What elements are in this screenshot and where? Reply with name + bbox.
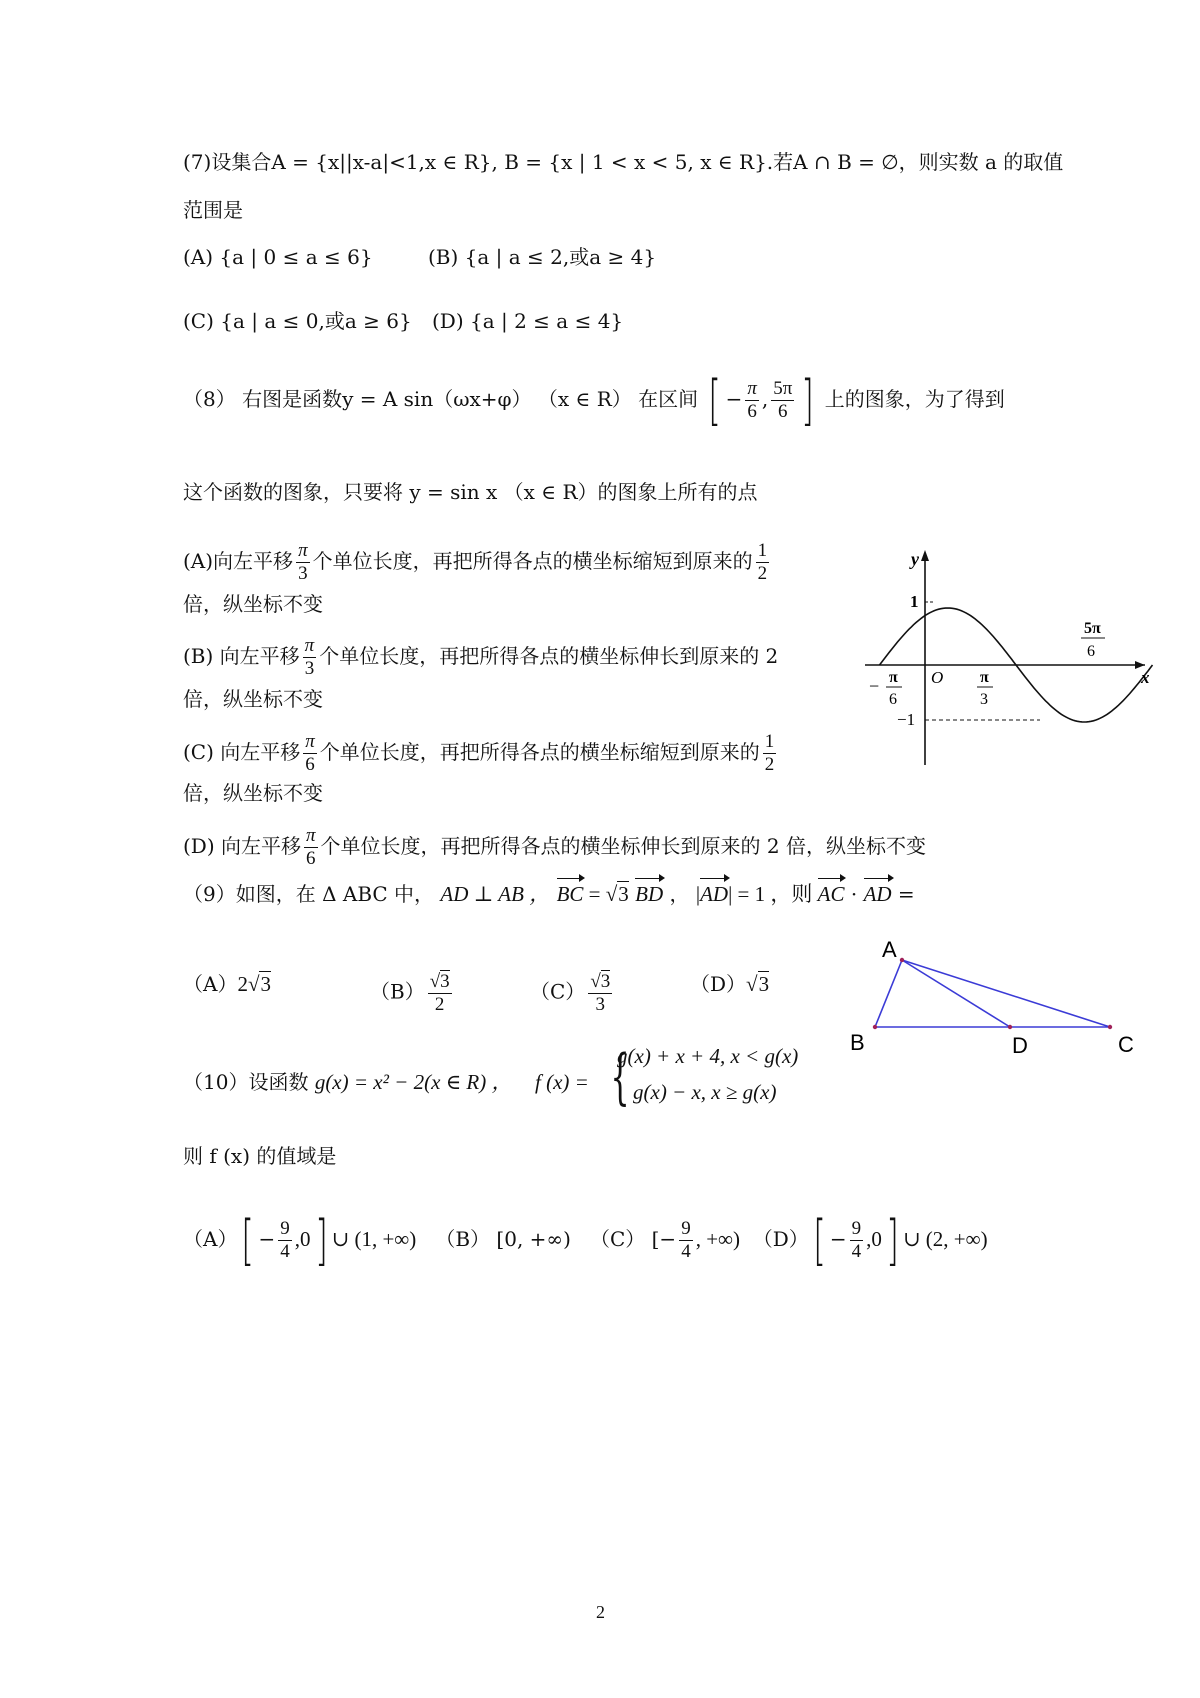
q9-option-a xyxy=(183,970,271,998)
sqrt-3: √3 xyxy=(247,972,271,996)
option-text: (A)向左平移 xyxy=(183,549,294,573)
fraction-denominator: 2 xyxy=(757,563,768,584)
equals-sign: = xyxy=(583,882,606,906)
q10-options: （A）[ − $\frac{9}{4}$ ,0] ∪ (1, +∞) （B） [0, +∞) （C） [− $\frac{9}{4}$ , +∞) （D）[ − $\frac{9}{4}$ ,0] ∪ (2, +∞) xyxy=(183,1208,988,1272)
option-text: 个单位长度，再把所得各点的横坐标缩短到原来的 xyxy=(312,549,753,573)
fraction-denominator: 2 xyxy=(434,994,445,1015)
right-bracket: ] xyxy=(886,1208,899,1272)
fraction-denominator: 4 xyxy=(851,1241,862,1262)
tick-label-neg-pi6-den: 6 xyxy=(889,691,897,708)
union-part: ∪ (2, +∞) xyxy=(902,1227,988,1251)
q7-stem-line2: 范围是 xyxy=(183,198,243,222)
q10-stem-line2: 则 f (x) 的值域是 xyxy=(183,1144,337,1168)
x-axis-label: x xyxy=(1141,668,1150,687)
y-axis-arrow xyxy=(921,550,929,561)
fraction-numerator: 9 xyxy=(280,1218,290,1239)
triangle-figure xyxy=(840,935,1150,1055)
q9-option-b xyxy=(370,970,455,1016)
label-b: B xyxy=(850,1030,865,1055)
option-label: （D） xyxy=(752,1227,809,1251)
vertex-c xyxy=(1108,1025,1112,1029)
coefficient: 2 xyxy=(237,972,248,996)
fraction-numerator: π xyxy=(298,540,308,561)
fraction-denominator: 3 xyxy=(298,563,308,584)
union-part: ∪ (1, +∞) xyxy=(331,1227,417,1251)
q8-option-b xyxy=(183,635,778,680)
shift-fraction xyxy=(303,635,317,680)
dot-product-tail: = xyxy=(891,882,915,906)
option-text: 个单位长度，再把所得各点的横坐标伸长到原来的 2 xyxy=(319,644,779,668)
vertex-a xyxy=(900,958,904,962)
option-text: (D) 向左平移 xyxy=(183,834,301,858)
piecewise-brace: { xyxy=(610,1042,630,1112)
fraction-denominator: 6 xyxy=(747,401,757,422)
y-axis-label: y xyxy=(911,549,919,569)
option-text: 个单位长度，再把所得各点的横坐标伸长到原来的 2 倍，纵坐标不变 xyxy=(320,834,926,858)
scale-fraction xyxy=(756,540,770,585)
q7-option-c: (C) {a | a ≤ 0,或a ≥ 6} xyxy=(183,309,412,333)
f-lhs xyxy=(535,1068,589,1096)
q10-stem-pre: （10）设函数 xyxy=(183,1070,315,1094)
vertex-b xyxy=(873,1025,877,1029)
radicand: 3 xyxy=(260,972,271,996)
origin-label: O xyxy=(931,668,944,687)
radicand: 3 xyxy=(618,882,629,906)
right-bracket: ] xyxy=(314,1208,328,1272)
interval-end: ,0 xyxy=(294,1227,311,1251)
abs-bar-right: | xyxy=(728,882,733,906)
vector-ac: AC xyxy=(817,882,845,906)
radicand: 3 xyxy=(758,972,770,996)
tick-label-5pi6-num: 5π xyxy=(1084,620,1101,637)
option-text: (B) 向左平移 xyxy=(183,644,300,668)
left-bracket: [ xyxy=(812,1208,826,1272)
q9-option-d xyxy=(690,970,769,998)
shift-fraction xyxy=(303,731,317,776)
tick-label-neg-pi6-num: π xyxy=(889,669,898,686)
option-label: （A） xyxy=(183,1227,238,1251)
label-c: C xyxy=(1118,1032,1134,1055)
piecewise-case-2: g(x) − x, x ≥ g(x) xyxy=(633,1080,777,1104)
fraction-numerator: 1 xyxy=(764,731,775,752)
q9-perp-condition: AD ⊥ AB ， xyxy=(440,882,551,906)
vector-ad: AD xyxy=(700,882,729,906)
abs-bar-left: | xyxy=(695,882,701,906)
q8-option-a-tail: 倍，纵坐标不变 xyxy=(183,592,323,616)
fraction-denominator: 4 xyxy=(681,1241,691,1262)
fraction-numerator: π xyxy=(305,731,315,752)
fraction-numerator: 9 xyxy=(681,1218,691,1239)
q8-option-c xyxy=(183,731,779,776)
tick-label-pi3-den: 3 xyxy=(980,691,988,708)
q8-stem-line2: 这个函数的图象，只要将 y = sin x （x ∈ R）的图象上所有的点 xyxy=(183,480,758,504)
fraction-denominator: 3 xyxy=(304,658,315,679)
g-definition: g(x) = x² − 2(x ∈ R) ， xyxy=(314,1070,513,1094)
interval-left-bracket: [ xyxy=(708,368,722,432)
q8-option-a xyxy=(183,540,772,585)
option-fraction xyxy=(679,1218,693,1263)
tick-label-neg-pi6-minus: − xyxy=(869,676,880,696)
piecewise-case-1: g(x) + x + 4, x < g(x) xyxy=(617,1044,799,1068)
fraction-numerator: π xyxy=(304,635,315,656)
q8-option-c-tail: 倍，纵坐标不变 xyxy=(183,781,323,805)
q10-option-b: （B） [0, +∞) xyxy=(435,1227,571,1251)
q7-stem-line1: (7)设集合A = {x||x-a|<1,x ∈ R}, B = {x | 1 < x < 5, x ∈ R}.若A ∩ B = ∅，则实数 a 的取值 xyxy=(183,150,1064,174)
option-label: （A） xyxy=(183,972,238,996)
fraction-denominator: 2 xyxy=(764,754,775,775)
option-label: （C） [− xyxy=(589,1227,677,1251)
fraction-numerator: 1 xyxy=(757,540,768,561)
fraction-numerator: 5π xyxy=(773,378,793,399)
segment-ad xyxy=(902,960,1010,1027)
fraction-denominator: 6 xyxy=(305,754,315,775)
q8-stem-pre: （8） 右图是函数y = A sin（ωx+φ） （x ∈ R） 在区间 xyxy=(183,387,699,411)
vector-bd: BD xyxy=(635,882,664,906)
tick-label-pi3-num: π xyxy=(980,669,989,686)
option-label: （B） xyxy=(370,979,425,1004)
sqrt-3: √3 xyxy=(746,972,770,996)
option-fraction xyxy=(588,970,612,1016)
q8-stem-post: 上的图象，为了得到 xyxy=(824,387,1005,411)
q8-option-b-tail: 倍，纵坐标不变 xyxy=(183,687,323,711)
q9-option-c xyxy=(530,970,615,1016)
q9-stem: （9）如图，在 Δ ABC 中， AD ⊥ AB ， BC = √3 BD ， |AD| = 1 ，则 AC · AD = xyxy=(183,882,915,906)
left-bracket: [ xyxy=(241,1208,255,1272)
fraction-denominator: 6 xyxy=(306,848,316,869)
segment-ab xyxy=(875,960,902,1027)
label-a: A xyxy=(882,937,897,962)
tick-label-5pi6-den: 6 xyxy=(1087,643,1095,660)
interval-end: , +∞) xyxy=(695,1227,741,1251)
option-fraction xyxy=(278,1218,292,1263)
q10-stem xyxy=(183,1068,513,1096)
fraction-numerator: √3 xyxy=(429,971,450,992)
option-label: （C） xyxy=(530,979,586,1004)
f-of-x: f (x) = xyxy=(535,1070,589,1094)
option-text: 个单位长度，再把所得各点的横坐标缩短到原来的 xyxy=(319,740,760,764)
radicand: 3 xyxy=(600,971,611,992)
shift-fraction xyxy=(304,825,318,870)
tick-label-1: 1 xyxy=(910,592,919,611)
q8-option-d xyxy=(183,825,926,870)
fraction-numerator: √3 xyxy=(590,971,611,992)
shift-fraction xyxy=(296,540,310,585)
fraction-denominator: 3 xyxy=(595,994,606,1015)
vector-ad: AD xyxy=(863,882,892,906)
q9-stem-pre: （9）如图，在 Δ ABC 中， xyxy=(183,882,435,906)
q7-option-a: (A) {a | 0 ≤ a ≤ 6} xyxy=(183,245,373,269)
option-fraction xyxy=(850,1218,864,1263)
abs-equals: = 1 ，则 xyxy=(732,882,818,906)
option-fraction xyxy=(428,970,452,1016)
segment-ac xyxy=(902,960,1110,1027)
interval-end: ,0 xyxy=(866,1227,882,1251)
option-text: (C) 向左平移 xyxy=(183,740,301,764)
interval-left-fraction xyxy=(745,378,759,423)
vector-bc: BC xyxy=(556,882,584,906)
vertex-d xyxy=(1008,1025,1012,1029)
page-number: 2 xyxy=(596,1602,605,1622)
sqrt-3: √3 xyxy=(605,882,629,906)
sine-graph-figure xyxy=(855,545,1155,775)
interval-minus: − xyxy=(725,387,743,411)
fraction-denominator: 6 xyxy=(778,401,788,422)
scale-fraction xyxy=(763,731,777,776)
interval-right-fraction xyxy=(771,378,794,423)
interval-right-bracket: ] xyxy=(801,368,815,432)
fraction-denominator: 4 xyxy=(280,1241,290,1262)
fraction-numerator: π xyxy=(306,825,316,846)
q7-option-b: (B) {a | a ≤ 2,或a ≥ 4} xyxy=(428,245,657,269)
radicand: 3 xyxy=(440,971,450,992)
option-label: （D） xyxy=(690,972,747,996)
label-d: D xyxy=(1012,1033,1028,1055)
fraction-numerator: π xyxy=(747,378,757,399)
tick-label-neg1: −1 xyxy=(897,710,916,729)
fraction-numerator: 9 xyxy=(851,1218,862,1239)
q7-option-d: (D) {a | 2 ≤ a ≤ 4} xyxy=(432,309,624,333)
q8-stem-line1: （8） 右图是函数y = A sin（ωx+φ） （x ∈ R） 在区间 [ − $\frac{\pi}{6}$ , $\frac{5\pi}{6}$ ] 上的图象，为了得到 xyxy=(183,368,1005,432)
